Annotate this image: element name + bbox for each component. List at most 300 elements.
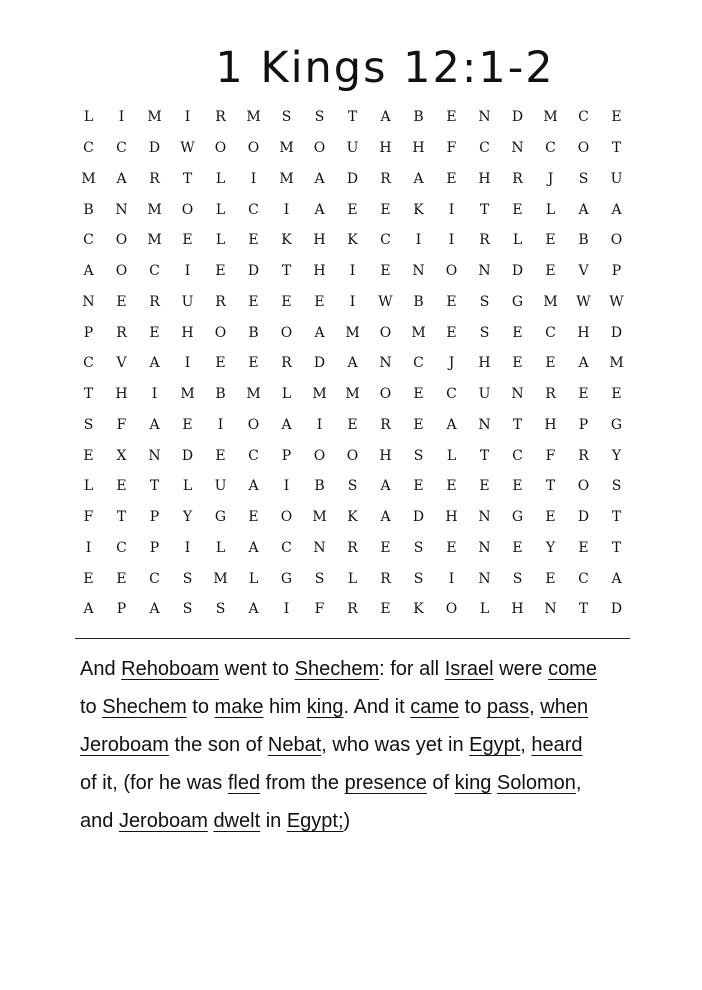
grid-letter: D <box>313 355 326 372</box>
grid-letter: N <box>511 140 524 157</box>
grid-letter: D <box>247 263 260 280</box>
passage-text: of <box>426 772 455 794</box>
grid-letter: C <box>512 447 523 464</box>
grid-letter: H <box>478 355 491 372</box>
grid-letter: T <box>578 601 589 618</box>
grid-letter: H <box>379 447 392 464</box>
grid-letter: E <box>248 509 259 526</box>
passage-text: in <box>260 810 287 832</box>
grid-letter: A <box>149 416 160 433</box>
grid-letter: F <box>83 509 94 526</box>
passage-text: , <box>529 696 541 718</box>
grid-letter: E <box>512 324 523 341</box>
passage-text: went to <box>219 658 295 680</box>
grid-letter: E <box>215 263 226 280</box>
passage-text: . And it <box>343 696 411 718</box>
grid-letter: T <box>479 201 490 218</box>
grid-letter: O <box>214 324 227 341</box>
grid-letter: P <box>578 416 589 433</box>
search-word: Shechem <box>294 658 380 680</box>
grid-letter: E <box>413 478 424 495</box>
grid-letter: I <box>184 355 191 372</box>
grid-letter: S <box>578 170 589 187</box>
grid-letter: A <box>248 539 259 556</box>
grid-letter: O <box>115 263 128 280</box>
grid-letter: I <box>415 232 422 249</box>
grid-letter: G <box>214 509 227 526</box>
passage-text: : for all <box>379 658 445 680</box>
grid-letter: E <box>215 355 226 372</box>
grid-letter: A <box>380 109 391 126</box>
passage-text: of it, (for he was <box>80 772 228 794</box>
grid-letter: A <box>83 601 94 618</box>
grid-letter: M <box>411 324 426 341</box>
grid-letter: O <box>610 232 623 249</box>
grid-letter: C <box>545 140 556 157</box>
grid-letter: S <box>314 570 325 587</box>
grid-letter: B <box>413 109 424 126</box>
grid-letter: R <box>281 355 292 372</box>
grid-letter: E <box>347 201 358 218</box>
grid-letter: E <box>611 386 622 403</box>
search-word: come <box>548 658 597 680</box>
grid-letter: O <box>247 140 260 157</box>
grid-letter: E <box>281 293 292 310</box>
grid-letter: M <box>312 386 327 403</box>
grid-letter: N <box>148 447 161 464</box>
grid-letter: C <box>545 324 556 341</box>
grid-letter: I <box>349 293 356 310</box>
grid-letter: L <box>83 109 94 126</box>
search-word: Jeroboam <box>118 810 208 832</box>
grid-letter: O <box>577 478 590 495</box>
grid-letter: M <box>345 386 360 403</box>
grid-letter: H <box>412 140 425 157</box>
grid-letter: G <box>511 293 524 310</box>
grid-letter: Y <box>611 447 622 464</box>
grid-letter: T <box>182 170 193 187</box>
grid-letter: E <box>380 601 391 618</box>
grid-letter: I <box>250 170 257 187</box>
grid-letter: E <box>446 109 457 126</box>
grid-letter: C <box>248 447 259 464</box>
grid-letter: D <box>511 109 524 126</box>
passage-line <box>80 650 640 688</box>
grid-letter: O <box>280 509 293 526</box>
grid-letter: K <box>347 509 358 526</box>
grid-letter: D <box>181 447 194 464</box>
grid-letter: A <box>149 355 160 372</box>
grid-letter: H <box>478 170 491 187</box>
grid-letter: E <box>512 201 523 218</box>
grid-letter: S <box>413 570 424 587</box>
grid-letter: S <box>182 601 193 618</box>
grid-letter: P <box>149 509 160 526</box>
grid-letter: T <box>347 109 358 126</box>
grid-letter: C <box>116 539 127 556</box>
grid-letter: N <box>412 263 425 280</box>
grid-letter: M <box>213 570 228 587</box>
grid-letter: S <box>215 601 226 618</box>
grid-letter: T <box>545 478 556 495</box>
grid-letter: D <box>610 324 623 341</box>
grid-letter: C <box>578 570 589 587</box>
grid-letter: R <box>545 386 556 403</box>
grid-letter: E <box>446 293 457 310</box>
grid-letter: S <box>512 570 523 587</box>
grid-letter: V <box>116 355 127 372</box>
grid-letter: P <box>611 263 622 280</box>
grid-letter: I <box>184 539 191 556</box>
grid-letter: H <box>511 601 524 618</box>
grid-letter: O <box>346 447 359 464</box>
grid-letter: S <box>611 478 622 495</box>
grid-letter: A <box>314 201 325 218</box>
grid-letter: T <box>611 509 622 526</box>
grid-letter: T <box>512 416 523 433</box>
grid-letter: G <box>511 509 524 526</box>
grid-letter: C <box>116 140 127 157</box>
grid-letter: A <box>380 478 391 495</box>
grid-letter: E <box>578 386 589 403</box>
grid-letter: E <box>83 447 94 464</box>
grid-letter: R <box>380 170 391 187</box>
passage-text: the son of <box>168 734 268 756</box>
grid-letter: D <box>610 601 623 618</box>
grid-letter: T <box>479 447 490 464</box>
grid-letter: L <box>215 232 226 249</box>
grid-letter: E <box>182 416 193 433</box>
grid-letter: A <box>347 355 358 372</box>
grid-letter: M <box>246 386 261 403</box>
grid-letter: E <box>116 478 127 495</box>
grid-letter: E <box>446 478 457 495</box>
grid-letter: R <box>380 570 391 587</box>
grid-letter: M <box>345 324 360 341</box>
grid-letter: O <box>577 140 590 157</box>
grid-letter: T <box>611 539 622 556</box>
passage-text: And <box>80 658 122 680</box>
grid-letter: A <box>314 324 325 341</box>
grid-letter: S <box>314 109 325 126</box>
grid-letter: C <box>413 355 424 372</box>
grid-letter: C <box>479 140 490 157</box>
grid-letter: R <box>347 601 358 618</box>
grid-letter: E <box>479 478 490 495</box>
grid-letter: O <box>280 324 293 341</box>
scripture-passage <box>80 650 640 840</box>
grid-letter: S <box>281 109 292 126</box>
grid-letter: L <box>479 601 490 618</box>
passage-text: to <box>459 696 487 718</box>
grid-letter: D <box>346 170 359 187</box>
grid-letter: B <box>215 386 226 403</box>
search-word: king <box>454 772 492 794</box>
grid-letter: N <box>478 109 491 126</box>
grid-letter: C <box>248 201 259 218</box>
grid-letter: J <box>448 355 455 372</box>
grid-letter: L <box>446 447 457 464</box>
grid-letter: L <box>215 539 226 556</box>
grid-letter: R <box>116 324 127 341</box>
grid-letter: A <box>380 509 391 526</box>
grid-letter: A <box>314 170 325 187</box>
grid-letter: A <box>578 201 589 218</box>
grid-letter: N <box>115 201 128 218</box>
passage-line <box>80 802 640 840</box>
grid-letter: A <box>611 201 622 218</box>
grid-letter: L <box>215 170 226 187</box>
grid-letter: P <box>83 324 94 341</box>
passage-text: , who was yet in <box>321 734 470 756</box>
grid-letter: B <box>413 293 424 310</box>
grid-letter: P <box>149 539 160 556</box>
search-word: make <box>214 696 264 718</box>
grid-letter: E <box>116 293 127 310</box>
grid-letter: W <box>180 140 195 157</box>
passage-text: , <box>520 734 532 756</box>
grid-letter: S <box>182 570 193 587</box>
grid-letter: T <box>116 509 127 526</box>
grid-letter: E <box>545 355 556 372</box>
passage-text: and <box>80 810 119 832</box>
grid-letter: O <box>115 232 128 249</box>
grid-letter: R <box>380 416 391 433</box>
grid-letter: B <box>578 232 589 249</box>
grid-letter: A <box>83 263 94 280</box>
grid-letter: M <box>543 109 558 126</box>
grid-letter: H <box>313 263 326 280</box>
search-word: came <box>410 696 460 718</box>
grid-letter: B <box>314 478 325 495</box>
grid-letter: R <box>149 293 160 310</box>
grid-letter: E <box>314 293 325 310</box>
grid-letter: N <box>478 416 491 433</box>
grid-letter: E <box>380 263 391 280</box>
grid-letter: E <box>413 416 424 433</box>
grid-letter: U <box>478 386 491 403</box>
search-word: dwelt <box>213 810 261 832</box>
grid-letter: C <box>380 232 391 249</box>
grid-letter: R <box>479 232 490 249</box>
grid-letter: K <box>413 201 424 218</box>
passage-text: from the <box>260 772 345 794</box>
grid-letter: C <box>83 232 94 249</box>
grid-letter: I <box>349 263 356 280</box>
grid-letter: E <box>545 509 556 526</box>
grid-letter: R <box>578 447 589 464</box>
grid-letter: M <box>180 386 195 403</box>
grid-letter: S <box>413 539 424 556</box>
grid-letter: A <box>116 170 127 187</box>
grid-letter: I <box>217 416 224 433</box>
grid-letter: B <box>83 201 94 218</box>
search-word: Jeroboam <box>80 734 169 756</box>
grid-letter: E <box>347 416 358 433</box>
grid-letter: T <box>83 386 94 403</box>
grid-letter: L <box>83 478 94 495</box>
grid-letter: U <box>214 478 227 495</box>
grid-letter: V <box>578 263 589 280</box>
grid-letter: L <box>545 201 556 218</box>
grid-letter: H <box>115 386 128 403</box>
grid-letter: I <box>118 109 125 126</box>
grid-letter: N <box>478 263 491 280</box>
grid-letter: G <box>610 416 623 433</box>
grid-letter: L <box>182 478 193 495</box>
grid-letter: I <box>448 201 455 218</box>
grid-letter: I <box>184 109 191 126</box>
grid-letter: T <box>149 478 160 495</box>
page-title: 1 Kings 12:1-2 <box>215 43 555 93</box>
grid-letter: A <box>611 570 622 587</box>
passage-text: him <box>263 696 307 718</box>
grid-letter: I <box>316 416 323 433</box>
search-word: Egypt <box>469 734 521 756</box>
grid-letter: A <box>578 355 589 372</box>
grid-letter: M <box>246 109 261 126</box>
word-search-grid <box>72 102 634 625</box>
grid-letter: R <box>149 170 160 187</box>
grid-letter: D <box>511 263 524 280</box>
grid-letter: Y <box>545 539 556 556</box>
grid-letter: X <box>116 447 127 464</box>
grid-letter: M <box>609 355 624 372</box>
grid-letter: E <box>83 570 94 587</box>
grid-letter: N <box>478 509 491 526</box>
search-word: Israel <box>444 658 494 680</box>
grid-letter: S <box>479 293 490 310</box>
passage-text: to <box>186 696 215 718</box>
grid-letter: O <box>181 201 194 218</box>
grid-letter: C <box>149 263 160 280</box>
grid-letter: A <box>248 478 259 495</box>
search-word: heard <box>531 734 583 756</box>
passage-line <box>80 726 640 764</box>
grid-letter: H <box>544 416 557 433</box>
grid-letter: E <box>512 355 523 372</box>
search-word: Rehoboam <box>121 658 219 680</box>
grid-letter: E <box>512 539 523 556</box>
grid-letter: P <box>281 447 292 464</box>
grid-letter: O <box>379 324 392 341</box>
grid-letter: N <box>544 601 557 618</box>
grid-letter: D <box>412 509 425 526</box>
grid-letter: C <box>446 386 457 403</box>
grid-letter: O <box>247 416 260 433</box>
grid-letter: R <box>512 170 523 187</box>
grid-letter: F <box>116 416 127 433</box>
grid-letter: K <box>347 232 358 249</box>
grid-letter: A <box>413 170 424 187</box>
grid-letter: E <box>248 355 259 372</box>
grid-letter: E <box>215 447 226 464</box>
grid-letter: L <box>281 386 292 403</box>
grid-letter: H <box>379 140 392 157</box>
grid-letter: G <box>280 570 293 587</box>
grid-letter: S <box>479 324 490 341</box>
passage-line <box>80 688 640 726</box>
grid-letter: E <box>446 539 457 556</box>
grid-letter: O <box>214 140 227 157</box>
search-word: when <box>540 696 589 718</box>
grid-letter: C <box>149 570 160 587</box>
grid-letter: O <box>445 601 458 618</box>
grid-letter: U <box>181 293 194 310</box>
search-word: king <box>306 696 344 718</box>
grid-letter: I <box>184 263 191 280</box>
grid-letter: H <box>181 324 194 341</box>
grid-letter: S <box>83 416 94 433</box>
grid-letter: N <box>511 386 524 403</box>
grid-letter: A <box>446 416 457 433</box>
grid-letter: U <box>346 140 359 157</box>
grid-letter: I <box>448 232 455 249</box>
grid-letter: M <box>279 170 294 187</box>
passage-text: were <box>493 658 549 680</box>
grid-letter: E <box>116 570 127 587</box>
grid-letter: M <box>147 232 162 249</box>
grid-letter: N <box>478 570 491 587</box>
grid-letter: E <box>578 539 589 556</box>
grid-letter: M <box>312 509 327 526</box>
grid-letter: I <box>283 478 290 495</box>
grid-letter: I <box>283 201 290 218</box>
grid-letter: R <box>215 293 226 310</box>
grid-letter: E <box>380 539 391 556</box>
grid-letter: P <box>116 601 127 618</box>
grid-letter: S <box>347 478 358 495</box>
grid-letter: W <box>378 293 393 310</box>
passage-text: ) <box>343 810 351 832</box>
grid-letter: E <box>149 324 160 341</box>
grid-letter: A <box>248 601 259 618</box>
grid-letter: L <box>347 570 358 587</box>
search-word: pass <box>486 696 530 718</box>
grid-letter: N <box>478 539 491 556</box>
grid-letter: O <box>313 140 326 157</box>
passage-line <box>80 764 640 802</box>
grid-letter: E <box>446 324 457 341</box>
grid-letter: O <box>313 447 326 464</box>
grid-letter: H <box>445 509 458 526</box>
grid-letter: C <box>281 539 292 556</box>
grid-letter: E <box>248 232 259 249</box>
grid-letter: E <box>182 232 193 249</box>
grid-letter: C <box>83 355 94 372</box>
divider <box>75 638 630 639</box>
grid-letter: D <box>577 509 590 526</box>
grid-letter: J <box>547 170 554 187</box>
grid-letter: A <box>149 601 160 618</box>
grid-letter: T <box>611 140 622 157</box>
grid-letter: R <box>347 539 358 556</box>
grid-letter: B <box>248 324 259 341</box>
grid-letter: E <box>248 293 259 310</box>
grid-letter: E <box>512 478 523 495</box>
grid-letter: Y <box>182 509 193 526</box>
grid-letter: E <box>611 109 622 126</box>
grid-letter: M <box>81 170 96 187</box>
grid-letter: M <box>543 293 558 310</box>
passage-text: , <box>575 772 582 794</box>
grid-letter: L <box>215 201 226 218</box>
grid-letter: H <box>577 324 590 341</box>
grid-letter: R <box>215 109 226 126</box>
search-word: presence <box>344 772 427 794</box>
grid-letter: C <box>83 140 94 157</box>
grid-letter: K <box>413 601 424 618</box>
